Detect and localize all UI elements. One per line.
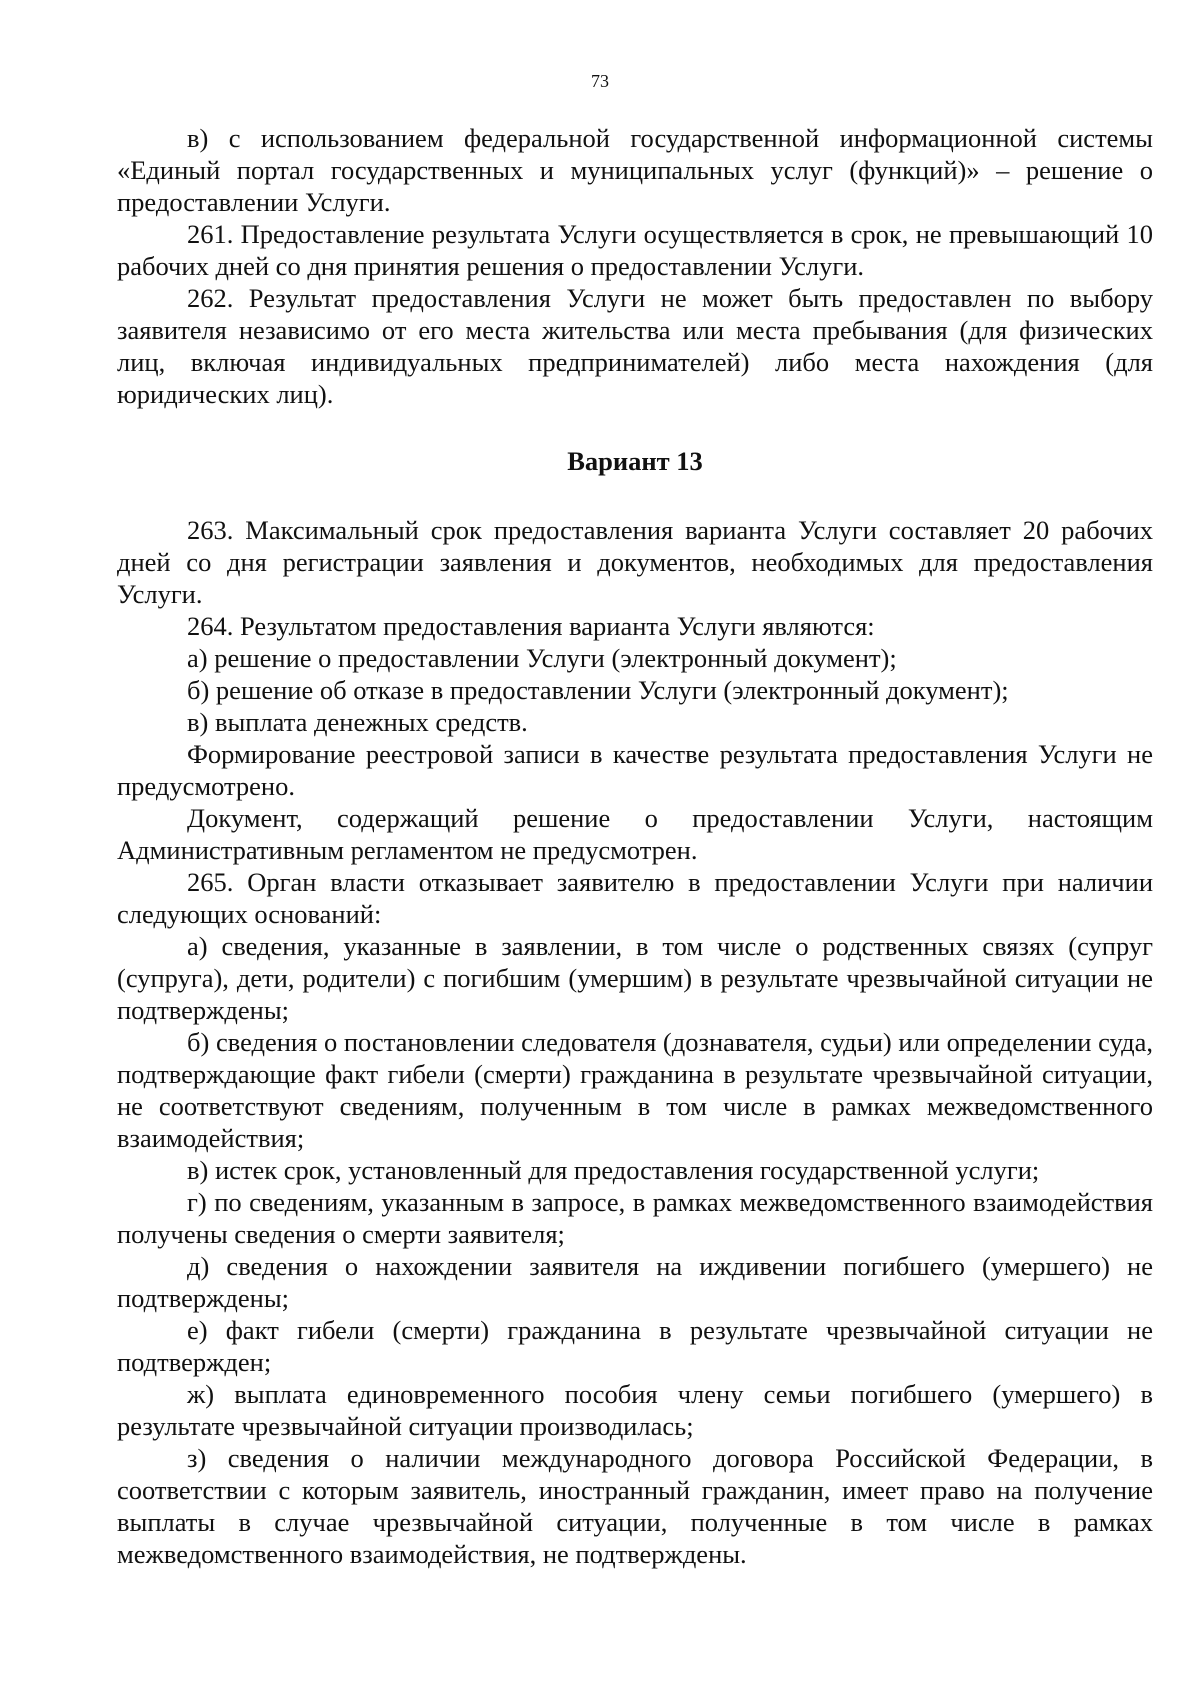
paragraph-265-z: з) сведения о наличии международного договора Российской Федерации, в соответствии с которым заявитель, иностранный гражданин, имеет право на получение выплаты в случае чрезвычайной ситуации, полученные в том числе в рамках межведомственного взаимодействия, не подтверждены. bbox=[117, 1443, 1153, 1569]
paragraph-item-v-epgu: в) с использованием федеральной государственной информационной системы «Единый портал государственных и муниципальных услуг (функций)» – решение о предоставлении Услуги. bbox=[117, 123, 1153, 217]
paragraph-264-a: а) решение о предоставлении Услуги (электронный документ); bbox=[187, 643, 897, 673]
paragraph-265-zh: ж) выплата единовременного пособия члену семьи погибшего (умершего) в результате чрезвычайной ситуации производилась; bbox=[117, 1379, 1153, 1441]
paragraph-263: 263. Максимальный срок предоставления варианта Услуги составляет 20 рабочих дней со дня регистрации заявления и документов, необходимых для предоставления Услуги. bbox=[117, 515, 1153, 609]
paragraph-264-b: б) решение об отказе в предоставлении Услуги (электронный документ); bbox=[187, 675, 1009, 705]
paragraph-262: 262. Результат предоставления Услуги не может быть предоставлен по выбору заявителя независимо от его места жительства или места пребывания (для физических лиц, включая индивидуальных предпринимателей) либо места нахождения (для юридических лиц). bbox=[117, 283, 1153, 409]
page-number: 73 bbox=[591, 71, 609, 91]
paragraph-265-b: б) сведения о постановлении следователя (дознавателя, судьи) или определении суда, подтверждающие факт гибели (смерти) гражданина в результате чрезвычайной ситуации, не соответствуют сведениям, полученным в том числе в рамках межведомственного взаимодействия; bbox=[117, 1027, 1153, 1153]
paragraph-265: 265. Орган власти отказывает заявителю в предоставлении Услуги при наличии следующих оснований: bbox=[117, 867, 1153, 929]
paragraph-264-v: в) выплата денежных средств. bbox=[187, 707, 528, 737]
paragraph-265-v: в) истек срок, установленный для предоставления государственной услуги; bbox=[187, 1155, 1040, 1185]
paragraph-decision-document: Документ, содержащий решение о предоставлении Услуги, настоящим Административным регламентом не предусмотрен. bbox=[117, 803, 1153, 865]
paragraph-265-a: а) сведения, указанные в заявлении, в том числе о родственных связях (супруг (супруга), дети, родители) с погибшим (умершим) в результате чрезвычайной ситуации не подтверждены; bbox=[117, 931, 1153, 1025]
paragraph-registry-record: Формирование реестровой записи в качестве результата предоставления Услуги не предусмотрено. bbox=[117, 739, 1153, 801]
document-body bbox=[117, 122, 1153, 1570]
paragraph-261: 261. Предоставление результата Услуги осуществляется в срок, не превышающий 10 рабочих дней со дня принятия решения о предоставлении Услуги. bbox=[117, 219, 1153, 281]
paragraph-265-e: е) факт гибели (смерти) гражданина в результате чрезвычайной ситуации не подтвержден; bbox=[117, 1315, 1153, 1377]
paragraph-265-g: г) по сведениям, указанным в запросе, в рамках межведомственного взаимодействия получены сведения о смерти заявителя; bbox=[117, 1187, 1153, 1249]
paragraph-265-d: д) сведения о нахождении заявителя на иждивении погибшего (умершего) не подтверждены; bbox=[117, 1251, 1153, 1313]
section-heading: Вариант 13 bbox=[567, 446, 703, 476]
paragraph-264: 264. Результатом предоставления варианта Услуги являются: bbox=[187, 611, 875, 641]
